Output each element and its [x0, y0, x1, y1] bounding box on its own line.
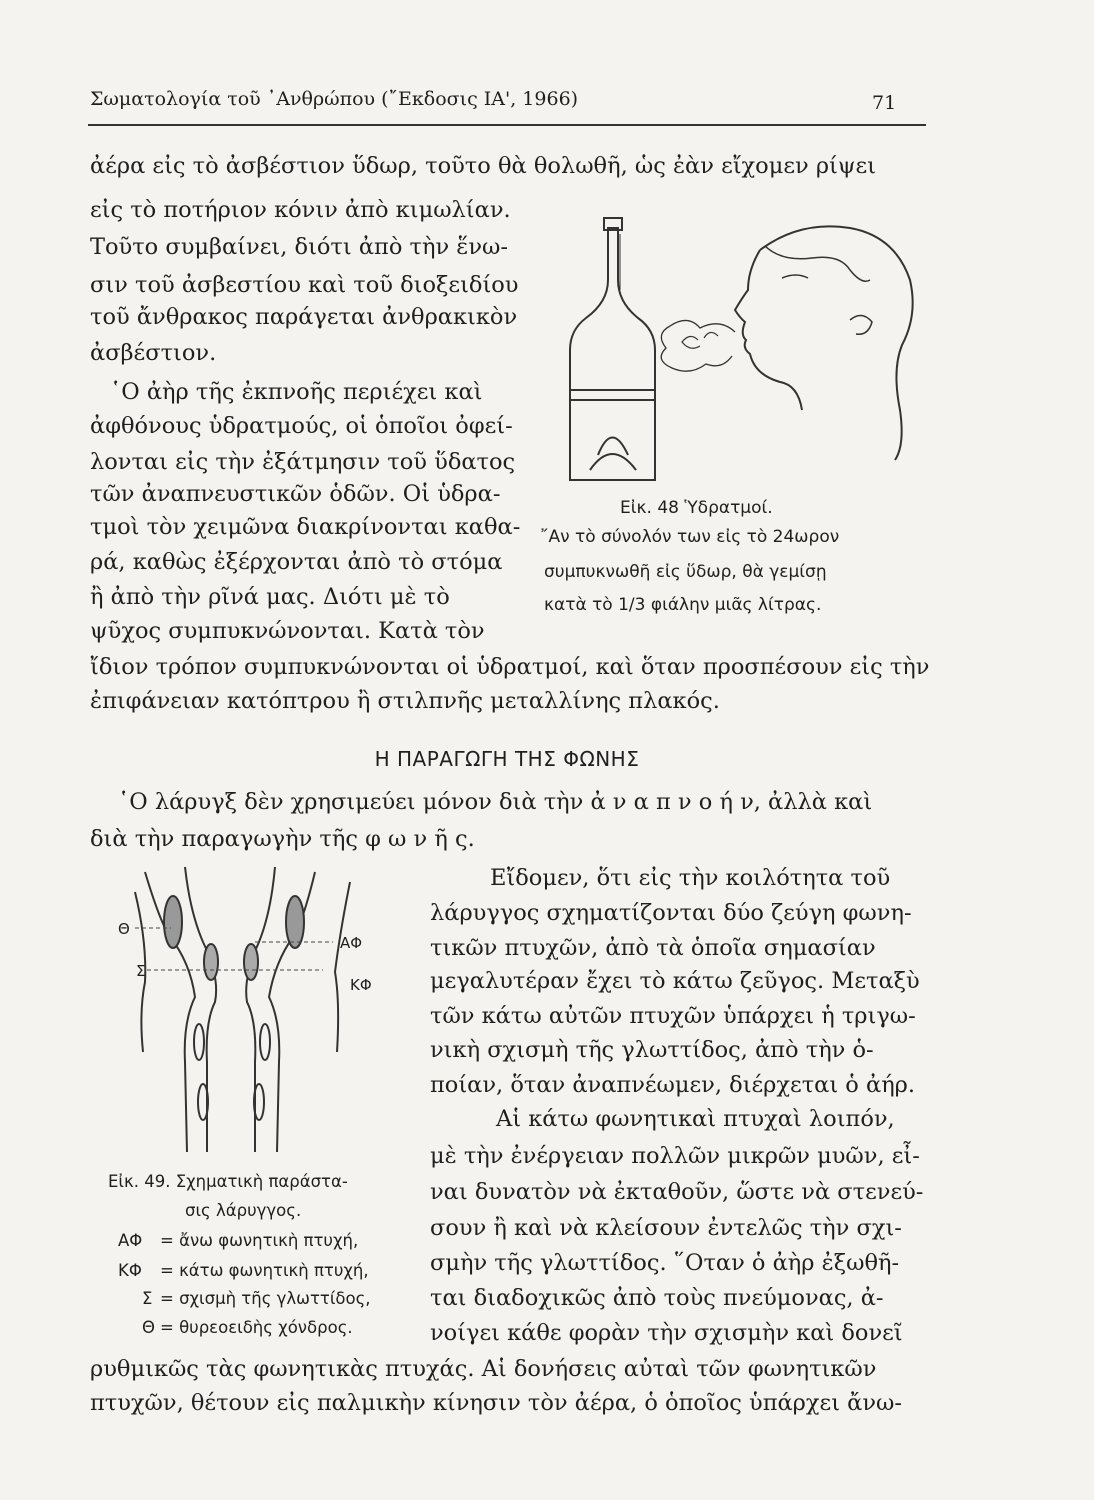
figure-49-illustration	[135, 862, 375, 1162]
text-line: ἢ ἀπὸ τὴν ρῖνά μας. Διότι μὲ τὸ	[90, 584, 450, 610]
text-line: μὲ τὴν ἐνέργειαν πολλῶν μικρῶν μυῶν, εἶ-	[430, 1143, 920, 1169]
label-kf: ΚΦ	[350, 976, 372, 994]
text-line: διὰ τὴν παραγωγὴν τῆς φ ω ν ῆ ς.	[90, 826, 475, 852]
text-line: σιν τοῦ ἀσβεστίου καὶ τοῦ διοξειδίου	[90, 272, 519, 298]
text-line: ποίαν, ὅταν ἀναπνέωμεν, διέρχεται ὁ ἀήρ.	[430, 1072, 916, 1098]
legend-key: Σ	[142, 1289, 153, 1308]
label-sigma: Σ	[136, 962, 146, 980]
text-line: τῶν ἀναπνευστικῶν ὁδῶν. Οἱ ὑδρα-	[90, 481, 501, 507]
text-line: Τοῦτο συμβαίνει, διότι ἀπὸ τὴν ἕνω-	[90, 234, 508, 260]
text-line: εἰς τὸ ποτήριον κόνιν ἀπὸ κιμωλίαν.	[90, 197, 511, 223]
text-line: τῶν κάτω αὐτῶν πτυχῶν ὑπάρχει ἡ τριγω-	[430, 1003, 916, 1029]
text-line: τικῶν πτυχῶν, ἀπὸ τὰ ὁποῖα σημασίαν	[430, 935, 876, 961]
label-theta: Θ	[118, 920, 130, 938]
page-number: 71	[872, 92, 897, 114]
text-line: πτυχῶν, θέτουν εἰς παλμικὴν κίνησιν τὸν ἀέρα, ὁ ὁποῖος ὑπάρχει ἄνω-	[90, 1390, 902, 1416]
running-header: Σωματολογία τοῦ ᾿Ανθρώπου (῎Εκδοσις ΙΑ', 1966)	[90, 88, 579, 110]
figure-48-title: Εἰκ. 48 Ὑδρατμοί.	[620, 498, 773, 518]
header-rule	[88, 124, 926, 126]
text-line: ἀφθόνους ὑδρατμούς, οἱ ὁποῖοι ὀφεί-	[90, 413, 513, 439]
legend-text: = θυρεοειδὴς χόνδρος.	[160, 1318, 353, 1337]
figure-49-caption-line: Εἰκ. 49. Σχηματικὴ παράστα-	[108, 1172, 348, 1191]
legend-text: = κάτω φωνητικὴ πτυχή,	[160, 1261, 369, 1280]
text-line: ται διαδοχικῶς ἀπὸ τοὺς πνεύμονας, ἀ-	[430, 1285, 884, 1311]
figure-49-caption-line: σις λάρυγγος.	[185, 1201, 302, 1220]
text-line: σουν ἢ καὶ νὰ κλείσουν ἐντελῶς τὴν σχι-	[430, 1215, 902, 1241]
text-line: ρυθμικῶς τὰς φωνητικὰς πτυχάς. Αἱ δονήσεις αὐταὶ τῶν φωνητικῶν	[90, 1356, 877, 1382]
section-heading: Η ΠΑΡΑΓΩΓΗ ΤΗΣ ΦΩΝΗΣ	[374, 747, 640, 771]
text-line: λάρυγγος σχηματίζονται δύο ζεύγη φωνη-	[430, 900, 912, 926]
figure-48-caption-line: κατὰ τὸ 1/3 φιάλην μιᾶς λίτρας.	[544, 595, 822, 615]
legend-key: ΑΦ	[118, 1231, 143, 1250]
legend-text: = σχισμὴ τῆς γλωττίδος,	[160, 1289, 371, 1308]
text-line: νοίγει κάθε φορὰν τὴν σχισμὴν καὶ δονεῖ	[430, 1320, 903, 1346]
text-line: σμὴν τῆς γλωττίδος. ῞Οταν ὁ ἀὴρ ἐξωθῆ-	[430, 1250, 900, 1276]
text-line: ἀσβέστιον.	[90, 340, 217, 366]
text-line: Αἱ κάτω φωνητικαὶ πτυχαὶ λοιπόν,	[496, 1106, 895, 1132]
text-line: ψῦχος συμπυκνώνονται. Κατὰ τὸν	[90, 618, 485, 644]
text-line: Εἴδομεν, ὅτι εἰς τὴν κοιλότητα τοῦ	[490, 865, 891, 891]
label-af: ΑΦ	[340, 934, 363, 952]
figure-48-caption-line: συμπυκνωθῆ εἰς ὕδωρ, θὰ γεμίσῃ	[544, 562, 827, 582]
text-line: ἴδιον τρόπον συμπυκνώνονται οἱ ὑδρατμοί, καὶ ὅταν προσπέσουν εἰς τὴν	[90, 654, 930, 680]
figure-48-illustration	[550, 210, 930, 500]
text-line: ῾Ο λάρυγξ δὲν χρησιμεύει μόνον διὰ τὴν ἀ ν α π ν ο ή ν, ἀλλὰ καὶ	[118, 789, 873, 815]
text-line: τμοὶ τὸν χειμῶνα διακρίνονται καθα-	[90, 514, 521, 540]
legend-text: = ἄνω φωνητικὴ πτυχή,	[160, 1231, 359, 1250]
text-line: ἐπιφάνειαν κατόπτρου ἢ στιλπνῆς μεταλλίνης πλακός.	[90, 688, 720, 714]
text-line: λονται εἰς τὴν ἐξάτμησιν τοῦ ὕδατος	[90, 449, 516, 475]
legend-key: Θ	[142, 1318, 155, 1337]
legend-key: ΚΦ	[118, 1261, 142, 1280]
text-line: ἀέρα εἰς τὸ ἀσβέστιον ὕδωρ, τοῦτο θὰ θολωθῆ, ὡς ἐὰν εἴχομεν ρίψει	[90, 153, 877, 179]
text-line: τοῦ ἄνθρακος παράγεται ἀνθρακικὸν	[90, 304, 518, 330]
text-line: μεγαλυτέραν ἔχει τὸ κάτω ζεῦγος. Μεταξὺ	[430, 968, 920, 994]
text-line: ρά, καθὼς ἐξέρχονται ἀπὸ τὸ στόμα	[90, 549, 503, 575]
figure-48-caption-line: ῎Αν τὸ σύνολόν των εἰς τὸ 24ωρον	[540, 527, 840, 547]
text-line: ναι δυνατὸν νὰ ἐκταθοῦν, ὥστε νὰ στενεύ-	[430, 1179, 924, 1205]
text-line: νικὴ σχισμὴ τῆς γλωττίδος, ἀπὸ τὴν ὁ-	[430, 1037, 874, 1063]
text-line: ῾Ο ἀὴρ τῆς ἐκπνοῆς περιέχει καὶ	[110, 379, 483, 405]
